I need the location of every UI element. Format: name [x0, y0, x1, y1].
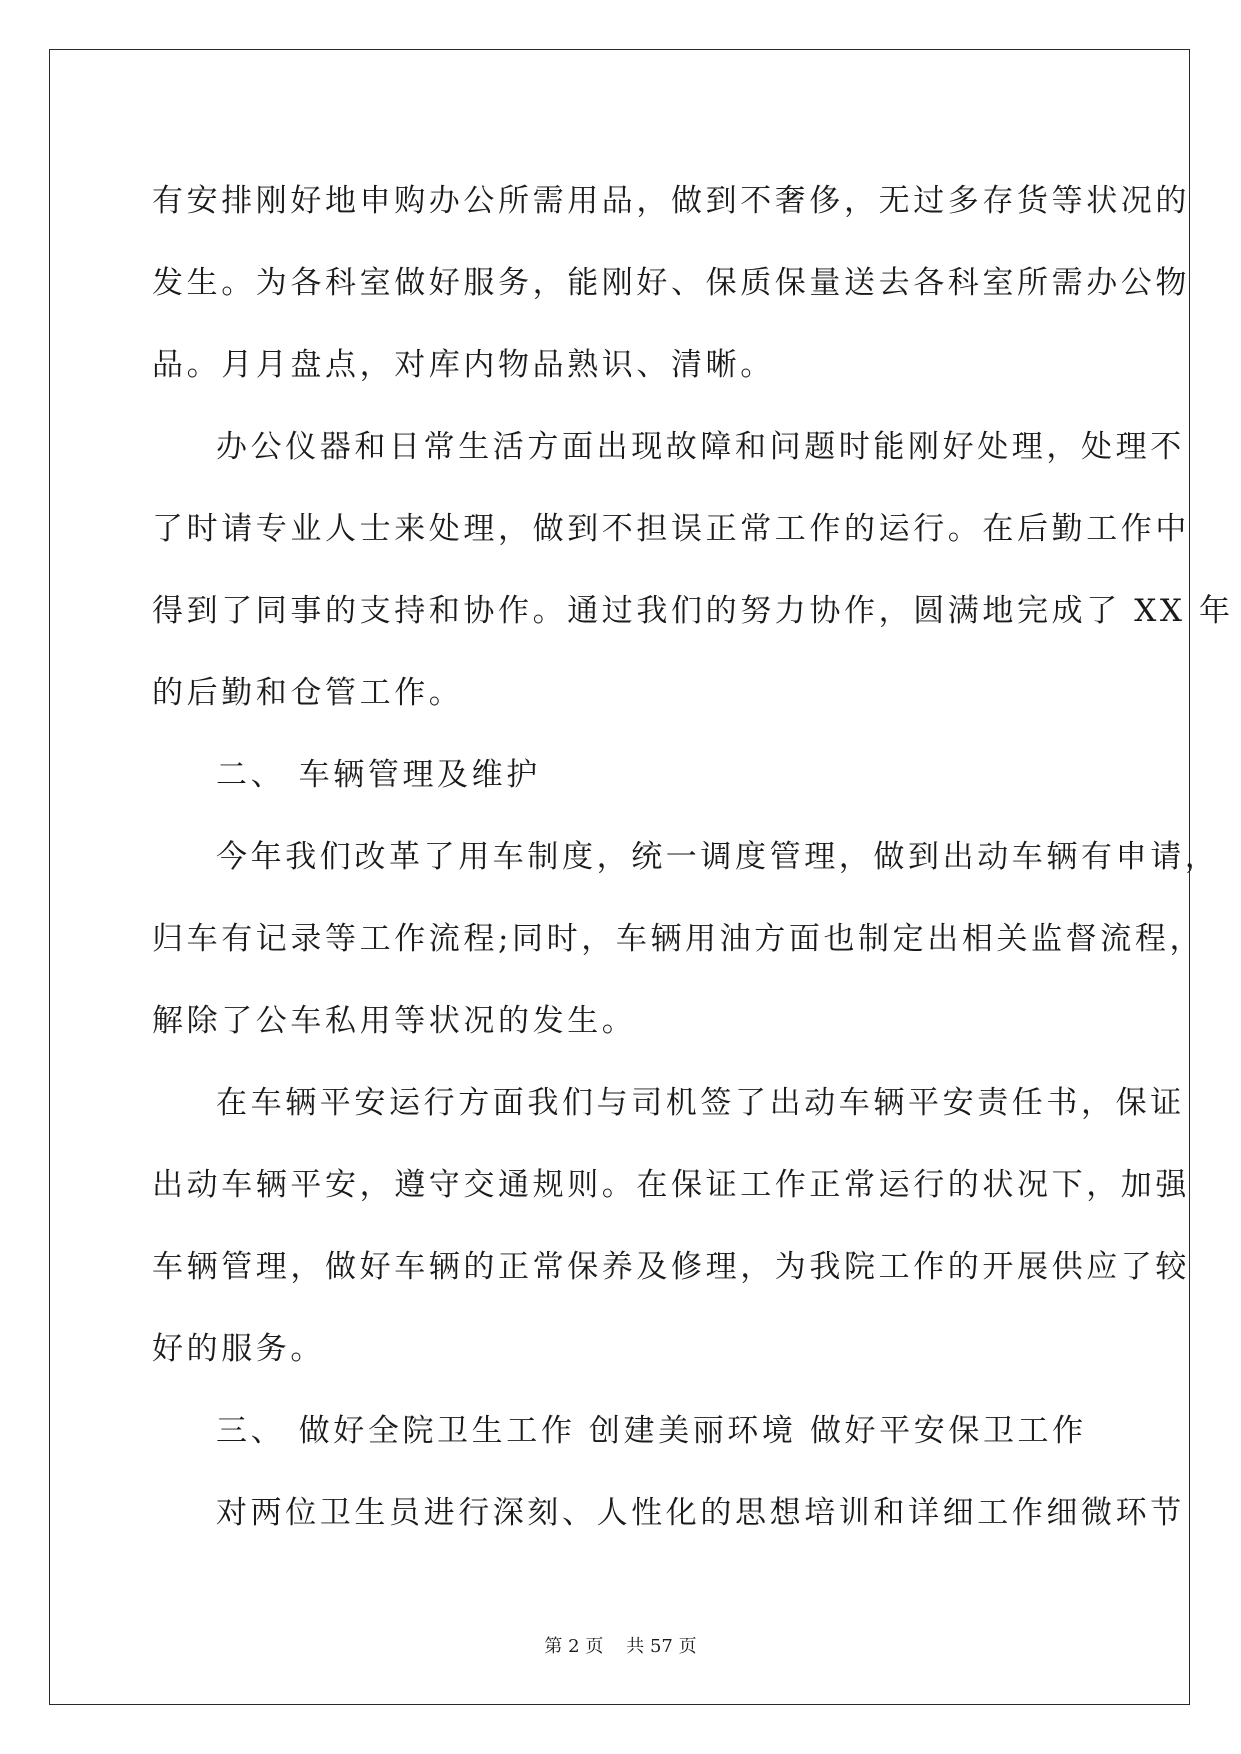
- total-pages: 共 57 页: [626, 1636, 697, 1657]
- text-line-6: 得到了同事的支持和协作。通过我们的努力协作，圆满地完成了 XX 年: [152, 593, 1234, 629]
- text-line-13: 出动车辆平安，遵守交通规则。在保证工作正常运行的状况下，加强: [152, 1167, 1190, 1203]
- text-line-5: 了时请专业人士来处理，做到不担误正常工作的运行。在后勤工作中: [152, 511, 1190, 547]
- document-body: [152, 160, 1234, 1554]
- text-line-10: 归车有记录等工作流程;同时，车辆用油方面也制定出相关监督流程，: [152, 921, 1205, 957]
- text-line-17: 对两位卫生员进行深刻、人性化的思想培训和详细工作细微环节: [216, 1495, 1185, 1531]
- text-line-2: 发生。为各科室做好服务，能刚好、保质保量送去各科室所需办公物: [152, 265, 1190, 301]
- text-line-4: 办公仪器和日常生活方面出现故障和问题时能刚好处理，处理不: [216, 429, 1185, 465]
- text-line-11: 解除了公车私用等状况的发生。: [152, 1003, 637, 1039]
- text-line-3: 品。月月盘点，对库内物品熟识、清晰。: [152, 347, 775, 383]
- text-line-12: 在车辆平安运行方面我们与司机签了出动车辆平安责任书，保证: [216, 1085, 1185, 1121]
- section-heading-2: 二、 车辆管理及维护: [216, 757, 541, 793]
- page-footer: [0, 1632, 1241, 1658]
- text-line-15: 好的服务。: [152, 1331, 325, 1367]
- section-heading-3: 三、 做好全院卫生工作 创建美丽环境 做好平安保卫工作: [216, 1413, 1087, 1449]
- text-line-1: 有安排刚好地申购办公所需用品，做到不奢侈，无过多存货等状况的: [152, 183, 1190, 219]
- page-number: 第 2 页: [544, 1636, 604, 1657]
- text-line-7: 的后勤和仓管工作。: [152, 675, 464, 711]
- text-line-14: 车辆管理，做好车辆的正常保养及修理，为我院工作的开展供应了较: [152, 1249, 1190, 1285]
- text-line-9: 今年我们改革了用车制度，统一调度管理，做到出动车辆有申请，: [216, 839, 1220, 875]
